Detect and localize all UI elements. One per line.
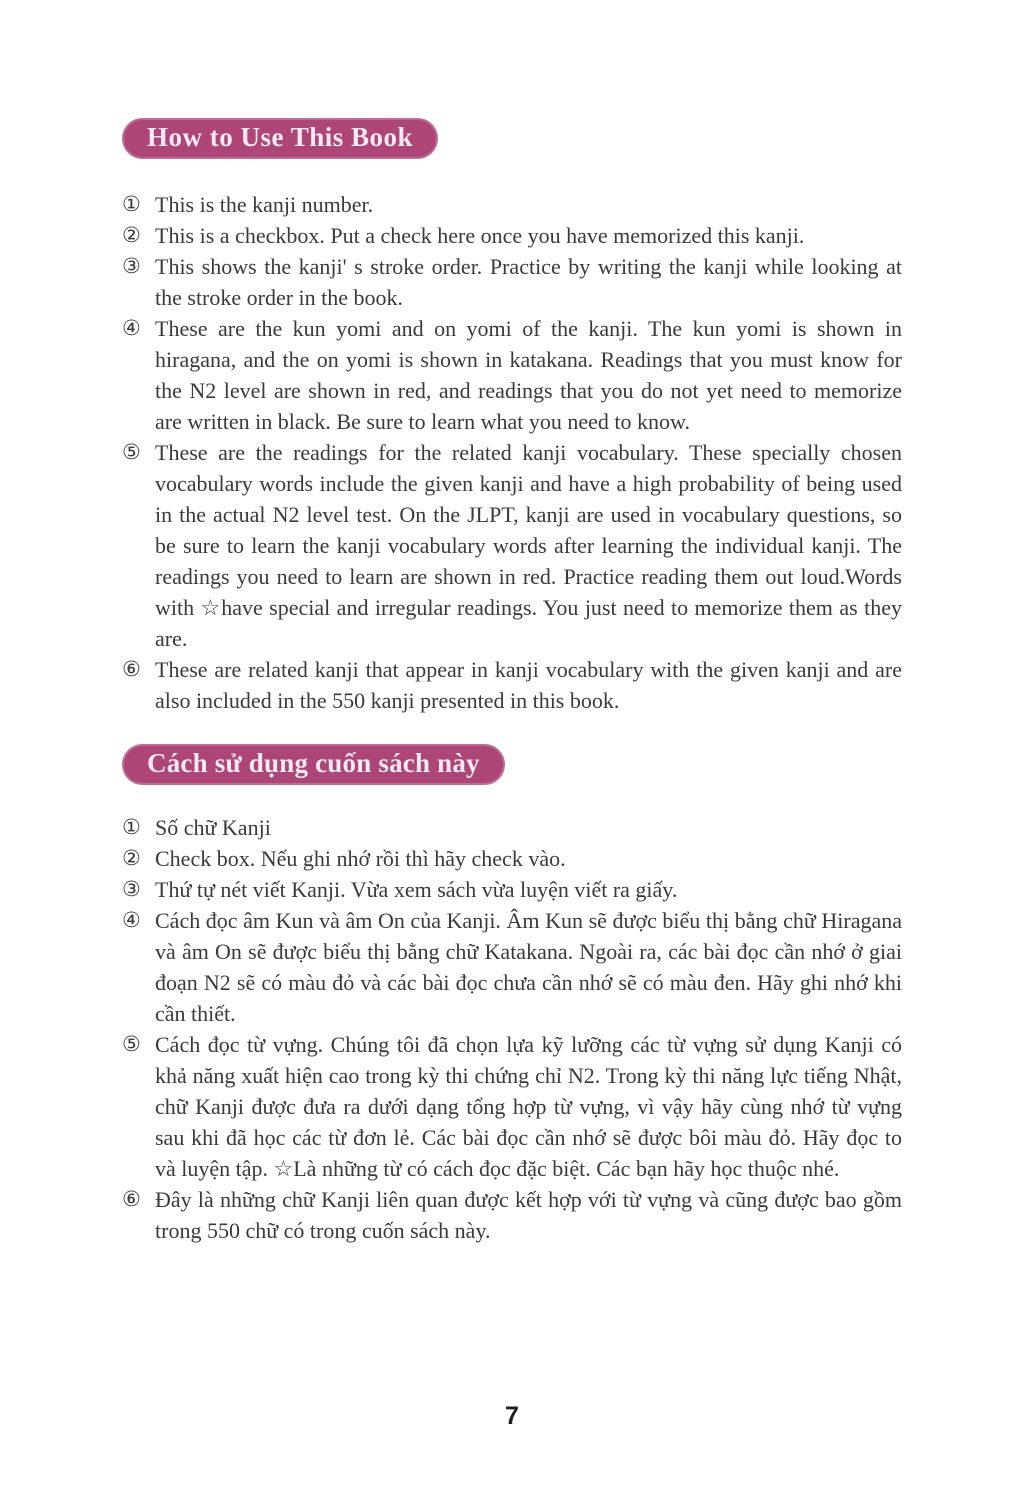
list-item [122, 874, 902, 905]
list-item [122, 437, 902, 654]
item-number-circled: ⑤ [122, 1032, 141, 1056]
item-number-circled: ② [122, 223, 141, 247]
section-badge-vietnamese-label: Cách sử dụng cuốn sách này [147, 748, 480, 778]
item-text: This is a checkbox. Put a check here once you have memorized this kanji. [155, 223, 805, 248]
item-text: This is the kanji number. [155, 192, 374, 217]
list-item [122, 843, 902, 874]
item-text: These are the kun yomi and on yomi of the kanji. The kun yomi is shown in hiragana, and the on yomi is shown in katakana. Readings that you must know for the N2 level are shown in red, and readings that you do not yet need to memorize are written in black. Be sure to learn what you need to know. [155, 316, 902, 434]
item-text: Check box. Nếu ghi nhớ rồi thì hãy check vào. [155, 846, 566, 871]
list-item [122, 220, 902, 251]
instructions-list-vietnamese [122, 812, 902, 1246]
section-badge-english [122, 118, 438, 159]
item-number-circled: ⑤ [122, 440, 141, 464]
list-item [122, 1029, 902, 1184]
item-text: This shows the kanji' s stroke order. Practice by writing the kanji while looking at the stroke order in the book. [155, 254, 902, 310]
item-text: These are the readings for the related kanji vocabulary. These specially chosen vocabulary words include the given kanji and have a high probability of being used in the actual N2 level test. On the JLPT, kanji are used in vocabulary questions, so be sure to learn the kanji vocabulary words after learning the individual kanji. The readings you need to learn are shown in red. Practice reading them out loud.Words with ☆have special and irregular readings. You just need to memorize them as they are. [155, 440, 902, 651]
list-item [122, 1184, 902, 1246]
item-number-circled: ③ [122, 254, 141, 278]
item-text: These are related kanji that appear in kanji vocabulary with the given kanji and are also included in the 550 kanji presented in this book. [155, 657, 902, 713]
item-text: Cách đọc âm Kun và âm On của Kanji. Âm Kun sẽ được biểu thị bằng chữ Hiragana và âm On sẽ được biểu thị bằng chữ Katakana. Ngoài ra, các bài đọc cần nhớ ở giai đoạn N2 sẽ có màu đỏ và các bài đọc chưa cần nhớ sẽ có màu đen. Hãy ghi nhớ khi cần thiết. [155, 908, 902, 1026]
page-number: 7 [505, 1402, 519, 1430]
list-item [122, 654, 902, 716]
item-number-circled: ② [122, 846, 141, 870]
item-text: Thứ tự nét viết Kanji. Vừa xem sách vừa luyện viết ra giấy. [155, 877, 678, 902]
item-number-circled: ③ [122, 877, 141, 901]
item-text: Cách đọc từ vựng. Chúng tôi đã chọn lựa kỹ lưỡng các từ vựng sử dụng Kanji có khả năng xuất hiện cao trong kỳ thi chứng chỉ N2. Trong kỳ thi năng lực tiếng Nhật, chữ Kanji được đưa ra dưới dạng tổng hợp từ vựng, vì vậy hãy cùng nhớ từ vựng sau khi đã học các từ đơn lẻ. Các bài đọc cần nhớ sẽ được bôi màu đỏ. Hãy đọc to và luyện tập. ☆Là những từ có cách đọc đặc biệt. Các bạn hãy học thuộc nhé. [155, 1032, 902, 1181]
item-number-circled: ④ [122, 316, 141, 340]
item-text: Đây là những chữ Kanji liên quan được kết hợp với từ vựng và cũng được bao gồm trong 550 chữ có trong cuốn sách này. [155, 1187, 902, 1243]
list-item [122, 251, 902, 313]
section-badge-vietnamese [122, 744, 505, 785]
list-item [122, 812, 902, 843]
item-text: Số chữ Kanji [155, 815, 271, 840]
item-number-circled: ⑥ [122, 1187, 141, 1211]
list-item [122, 313, 902, 437]
item-number-circled: ④ [122, 908, 141, 932]
item-number-circled: ① [122, 815, 141, 839]
item-number-circled: ⑥ [122, 657, 141, 681]
list-item [122, 189, 902, 220]
list-item [122, 905, 902, 1029]
instructions-list-english [122, 189, 902, 716]
section-badge-english-label: How to Use This Book [147, 122, 414, 152]
item-number-circled: ① [122, 192, 141, 216]
